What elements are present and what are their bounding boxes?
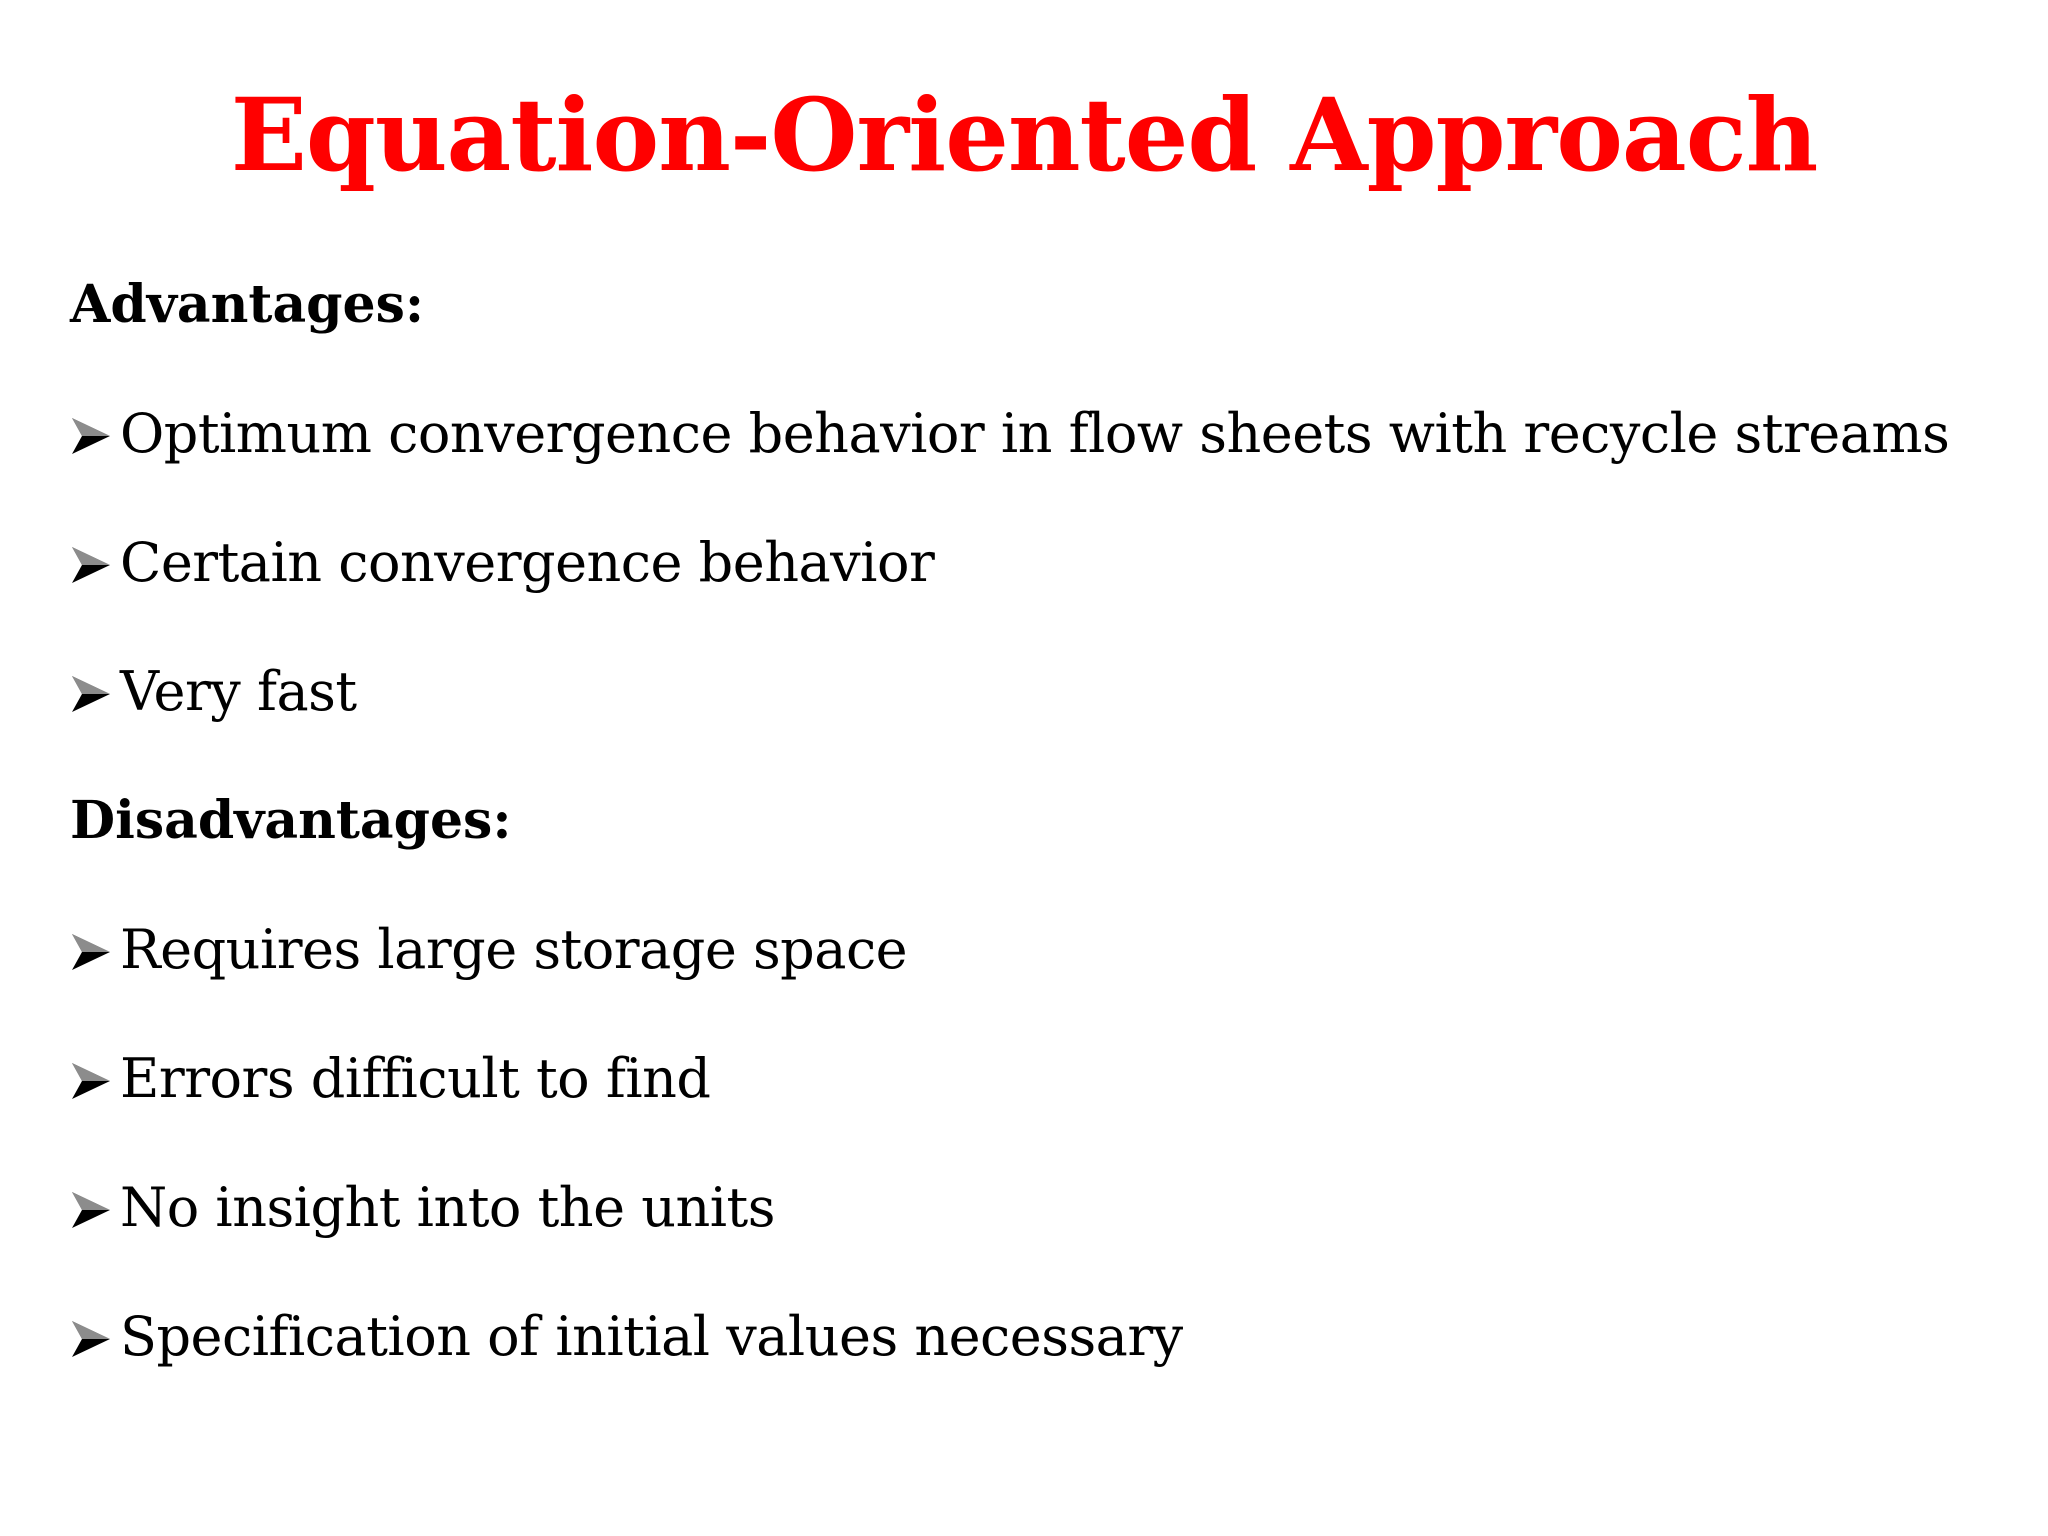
arrow-bullet-icon xyxy=(70,670,120,710)
arrow-bullet-icon xyxy=(70,412,120,452)
advantage-item-text: Very fast xyxy=(120,660,357,723)
arrow-bullet-icon xyxy=(70,928,120,968)
disadvantage-item xyxy=(70,917,2020,1046)
advantages-heading: Advantages: xyxy=(70,274,425,335)
disadvantages-heading: Disadvantages: xyxy=(70,790,512,851)
arrow-bullet-icon xyxy=(70,541,120,581)
advantage-item-text: Certain convergence behavior xyxy=(120,531,935,594)
advantage-item-text: Optimum convergence behavior in flow sheets with recycle streams xyxy=(120,402,1950,465)
advantage-item xyxy=(70,401,2020,530)
slide-content xyxy=(70,272,2020,1433)
disadvantage-item-text: Specification of initial values necessary xyxy=(120,1305,1183,1368)
disadvantage-item-text: Errors difficult to find xyxy=(120,1047,711,1110)
arrow-bullet-icon xyxy=(70,1057,120,1097)
advantage-item xyxy=(70,659,2020,788)
disadvantage-item xyxy=(70,1304,2020,1433)
disadvantage-item-text: No insight into the units xyxy=(120,1176,775,1239)
advantage-item xyxy=(70,530,2020,659)
disadvantage-item-text: Requires large storage space xyxy=(120,918,908,981)
disadvantage-item xyxy=(70,1175,2020,1304)
slide-title: Equation-Oriented Approach xyxy=(230,76,1818,194)
arrow-bullet-icon xyxy=(70,1186,120,1226)
disadvantage-item xyxy=(70,1046,2020,1175)
arrow-bullet-icon xyxy=(70,1315,120,1355)
